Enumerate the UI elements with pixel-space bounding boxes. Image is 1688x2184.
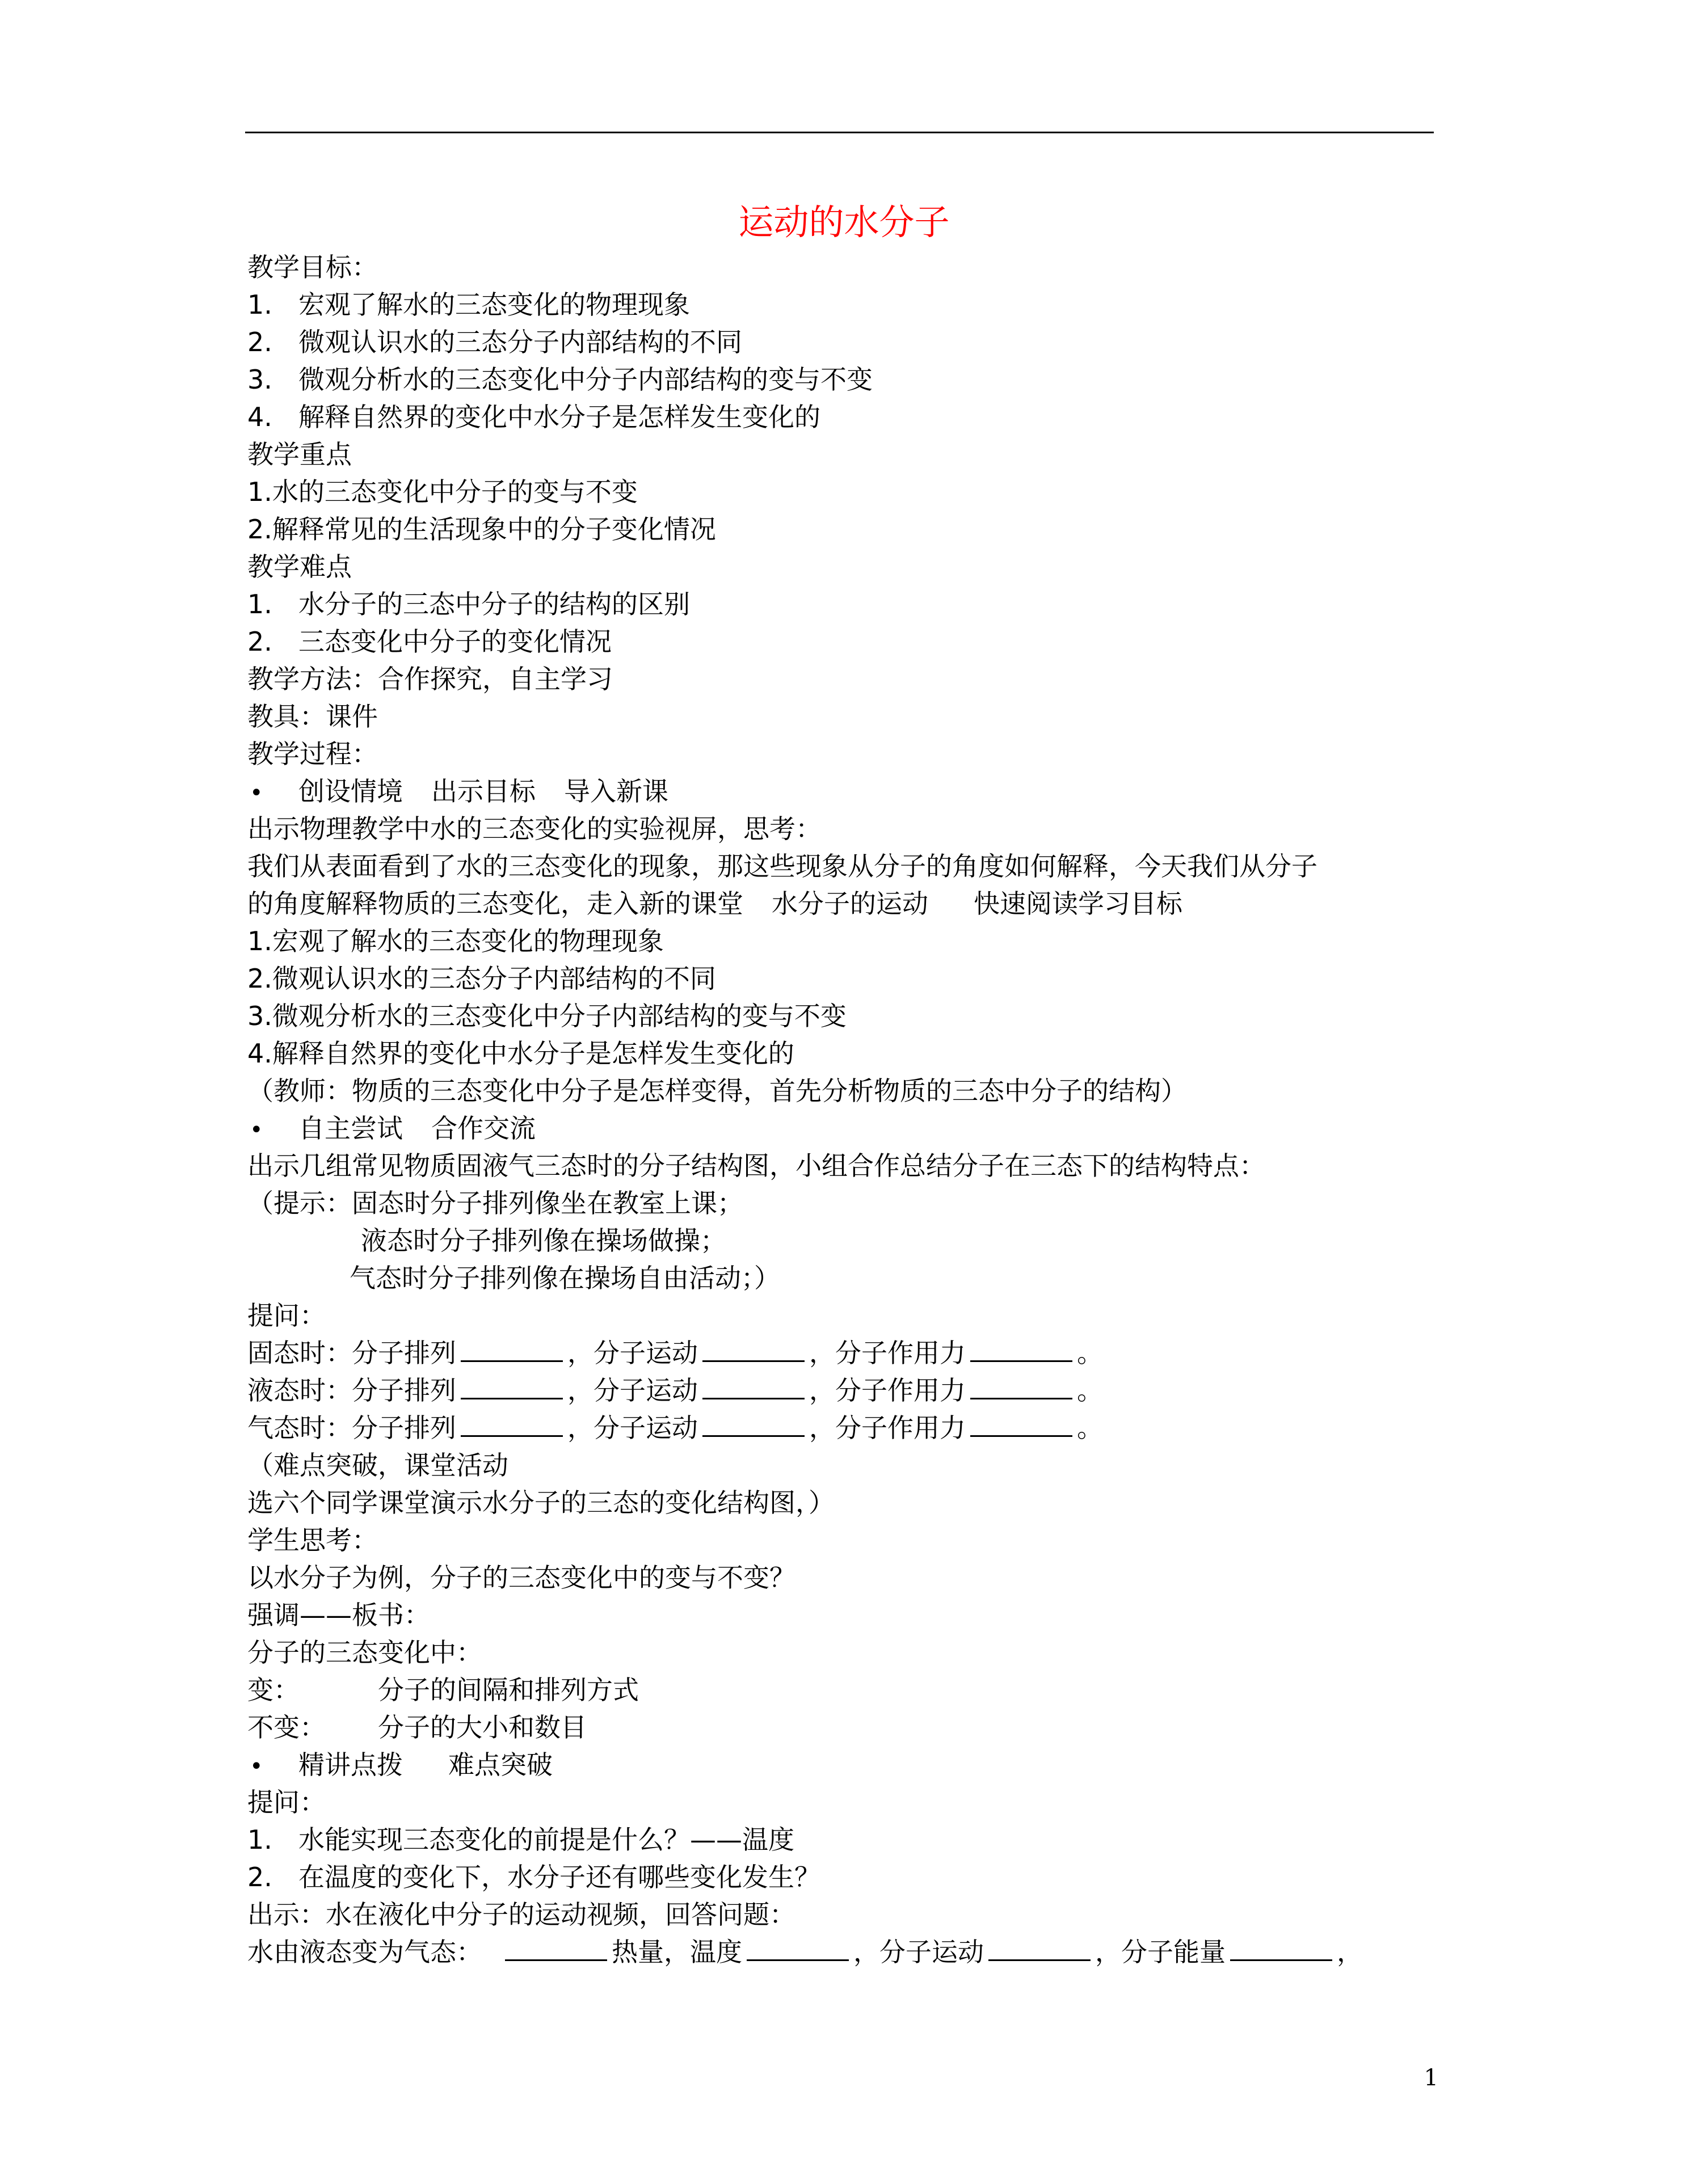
list-item: 2. 三态变化中分子的变化情况 [247, 626, 612, 657]
text-line: 气态时分子排列像在操场自由活动；） [350, 1263, 780, 1293]
text-line: 出示几组常见物质固液气三态时的分子结构图，小组合作总结分子在三态下的结构特点： [247, 1150, 1265, 1181]
text-line: 提问： [247, 1787, 326, 1818]
list-item: 1. 水能实现三态变化的前提是什么？——温度 [247, 1824, 794, 1855]
section-heading: 教学难点 [247, 551, 352, 582]
list-item: 4. 解释自然界的变化中水分子是怎样发生变化的 [247, 402, 820, 432]
list-item: 1. 水分子的三态中分子的结构的区别 [247, 589, 690, 619]
answer-blank[interactable] [1230, 1933, 1332, 1961]
fill-blank-line: 固态时：分子排列 ，分子运动 ，分子作用力 。 [247, 1334, 1439, 1372]
page-title: 运动的水分子 [738, 201, 950, 243]
answer-blank[interactable] [970, 1372, 1072, 1399]
text-line: 分子的三态变化中： [247, 1637, 482, 1668]
bullet-icon [247, 773, 298, 812]
answer-blank[interactable] [461, 1372, 563, 1399]
text-line: 我们从表面看到了水的三态变化的现象，那这些现象从分子的角度如何解释，今天我们从分子 [247, 851, 1317, 882]
text-line: （提示：固态时分子排列像坐在教室上课； [247, 1188, 743, 1219]
text-line: 强调——板书： [247, 1600, 430, 1630]
header-rule [245, 132, 1434, 133]
answer-blank[interactable] [702, 1372, 805, 1399]
answer-blank[interactable] [505, 1933, 607, 1961]
bullet-item: •精讲点拨 难点突破 [247, 1746, 1439, 1784]
text-line: （难点突破，课堂活动 [247, 1450, 508, 1481]
text-line: 2.解释常见的生活现象中的分子变化情况 [247, 514, 716, 545]
text-line: （教师：物质的三态变化中分子是怎样变得，首先分析物质的三态中分子的结构） [247, 1076, 1187, 1106]
text-line: 1.宏观了解水的三态变化的物理现象 [247, 926, 664, 956]
answer-blank[interactable] [970, 1409, 1072, 1437]
text-line: 不变： 分子的大小和数目 [247, 1712, 587, 1743]
text-line: 教具：课件 [247, 701, 378, 732]
text-line: 提问： [247, 1300, 326, 1331]
document-body [247, 248, 1439, 1971]
text-line: 以水分子为例，分子的三态变化中的变与不变？ [247, 1562, 795, 1593]
text-line: 选六个同学课堂演示水分子的三态的变化结构图，） [247, 1487, 835, 1518]
bullet-item: •自主尝试 合作交流 [247, 1110, 1439, 1147]
text-line: 教学过程： [247, 739, 378, 769]
list-item: 1. 宏观了解水的三态变化的物理现象 [247, 289, 690, 320]
bullet-item: •创设情境 出示目标 导入新课 [247, 773, 1439, 810]
bullet-icon [247, 1110, 298, 1149]
text-line: 变： 分子的间隔和排列方式 [247, 1675, 639, 1705]
fill-blank-line: 水由液态变为气态： 热量，温度 ，分子运动 ，分子能量 ， [247, 1933, 1439, 1971]
text-line: 的角度解释物质的三态变化，走入新的课堂 水分子的运动 快速阅读学习目标 [247, 888, 1182, 919]
answer-blank[interactable] [747, 1933, 849, 1961]
list-item: 2. 在温度的变化下，水分子还有哪些变化发生？ [247, 1862, 820, 1892]
text-line: 出示：水在液化中分子的运动视频，回答问题： [247, 1899, 795, 1930]
text-line: 教学方法：合作探究，自主学习 [247, 664, 613, 694]
answer-blank[interactable] [461, 1409, 563, 1437]
answer-blank[interactable] [988, 1933, 1091, 1961]
answer-blank[interactable] [702, 1409, 805, 1437]
page-number: 1 [1424, 2065, 1438, 2091]
text-line: 3.微观分析水的三态变化中分子内部结构的变与不变 [247, 1001, 847, 1031]
text-line: 液态时分子排列像在操场做操； [361, 1225, 726, 1256]
fill-blank-line: 气态时：分子排列 ，分子运动 ，分子作用力 。 [247, 1409, 1439, 1447]
section-heading: 教学重点 [247, 439, 352, 470]
list-item: 3. 微观分析水的三态变化中分子内部结构的变与不变 [247, 364, 873, 395]
text-line: 1.水的三态变化中分子的变与不变 [247, 477, 638, 507]
fill-blank-line: 液态时：分子排列 ，分子运动 ，分子作用力 。 [247, 1372, 1439, 1409]
list-item: 2. 微观认识水的三态分子内部结构的不同 [247, 327, 742, 357]
text-line: 学生思考： [247, 1525, 378, 1555]
text-line: 2.微观认识水的三态分子内部结构的不同 [247, 963, 716, 994]
answer-blank[interactable] [702, 1334, 805, 1362]
text-line: 出示物理教学中水的三态变化的实验视屏，思考： [247, 813, 822, 844]
bullet-icon [247, 1746, 298, 1785]
text-line: 教学目标： [247, 252, 378, 283]
answer-blank[interactable] [461, 1334, 563, 1362]
answer-blank[interactable] [970, 1334, 1072, 1362]
text-line: 4.解释自然界的变化中水分子是怎样发生变化的 [247, 1038, 794, 1069]
